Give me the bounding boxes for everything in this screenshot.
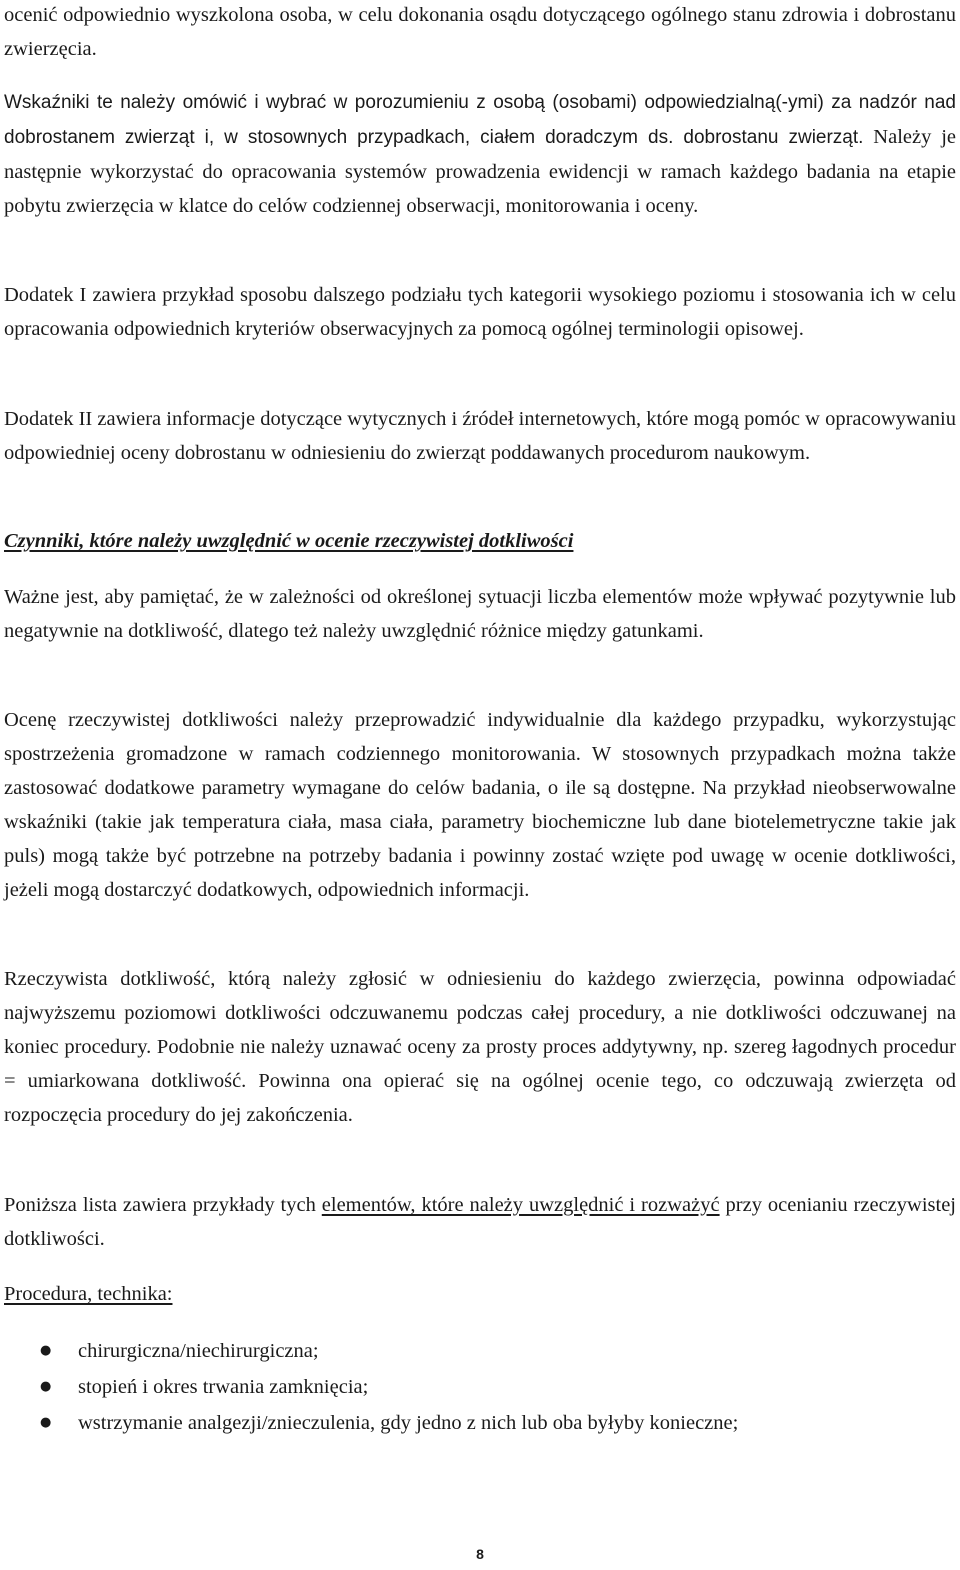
paragraph-indicators-serif-run: Należy je następnie wykorzystać do opracowania systemów prowadzenia ewidencji w ramach każdego badania na etapie pobytu zwierzęcia w klatce do celów codziennej obserwacji, monitorowania i oceny.	[4, 126, 956, 217]
paragraph-intro-continuation: ocenić odpowiednio wyszkolona osoba, w celu dokonania osądu dotyczącego ogólnego stanu zdrowia i dobrostanu zwierzęcia.	[4, 4, 956, 60]
paragraph-indicators-sans-run: Wskaźniki te należy omówić i wybrać w porozumieniu z osobą (osobami) odpowiedzialną(-ymi) za nadzór nad dobrostanem zwierząt i, w stosownych przypadkach, ciałem doradczym ds. dobrostanu zwierząt.	[4, 92, 956, 148]
subheading-procedure-technique: Procedura, technika:	[4, 1283, 173, 1305]
bullet-list	[4, 1333, 956, 1441]
paragraph-indicators	[4, 85, 956, 223]
paragraph-appendix-one: Dodatek I zawiera przykład sposobu dalszego podziału tych kategorii wysokiego poziomu i stosowania ich w celu opracowania odpowiednich kryteriów obserwacyjnych za pomocą ogólnej terminologii opisowej.	[4, 284, 956, 340]
list-intro-before: Poniższa lista zawiera przykłady tych	[4, 1194, 322, 1216]
list-intro-after: przy ocenianiu rzeczywistej dotkliwości.	[4, 1194, 956, 1250]
section-heading: Czynniki, które należy uwzględnić w ocenie rzeczywistej dotkliwości	[4, 530, 574, 552]
page-number: 8	[476, 1546, 484, 1562]
list-item: ● chirurgiczna/niechirurgiczna;	[4, 1333, 956, 1369]
paragraph-appendix-two: Dodatek II zawiera informacje dotyczące wytycznych i źródeł internetowych, które mogą pomóc w opracowywaniu odpowiedniej oceny dobrostanu w odniesieniu do zwierząt poddawanych procedurom naukowym.	[4, 408, 956, 464]
list-intro-underlined: elementów, które należy uwzględnić i rozważyć	[321, 1194, 720, 1216]
paragraph-actual-severity-assessment: Ocenę rzeczywistej dotkliwości należy przeprowadzić indywidualnie dla każdego przypadku, wykorzystując spostrzeżenia gromadzone w ramach codziennego monitorowania. W stosownych przypadkach można także zastosować dodatkowe parametry wymagane do celów badania, o ile są dostępne. Na przykład nieobserwowalne wskaźniki (takie jak temperatura ciała, masa ciała, parametry biochemiczne lub dane biotelemetryczne takie jak puls) mogą także być potrzebne na potrzeby badania i powinny zostać wzięte pod uwagę w ocenie dotkliwości, jeżeli mogą dostarczyć dodatkowych, odpowiednich informacji.	[4, 709, 956, 901]
list-item: ● stopień i okres trwania zamknięcia;	[4, 1369, 956, 1405]
paragraph-reported-severity: Rzeczywista dotkliwość, którą należy zgłosić w odniesieniu do każdego zwierzęcia, powinna odpowiadać najwyższemu poziomowi dotkliwości odczuwanemu podczas całej procedury, a nie dotkliwości odczuwanej na koniec procedury. Podobnie nie należy uznawać oceny za prosty proces addytywny, np. szereg łagodnych procedur = umiarkowana dotkliwość. Powinna ona opierać się na ogólnej ocenie tego, co odczuwają zwierzęta od rozpoczęcia procedury do jej zakończenia.	[4, 968, 956, 1126]
paragraph-species-differences: Ważne jest, aby pamiętać, że w zależności od określonej sytuacji liczba elementów może wpływać pozytywnie lub negatywnie na dotkliwość, dlatego też należy uwzględnić różnice między gatunkami.	[4, 586, 956, 642]
list-item: ● wstrzymanie analgezji/znieczulenia, gdy jedno z nich lub oba byłyby konieczne;	[4, 1405, 956, 1441]
paragraph-list-intro	[4, 1188, 956, 1256]
